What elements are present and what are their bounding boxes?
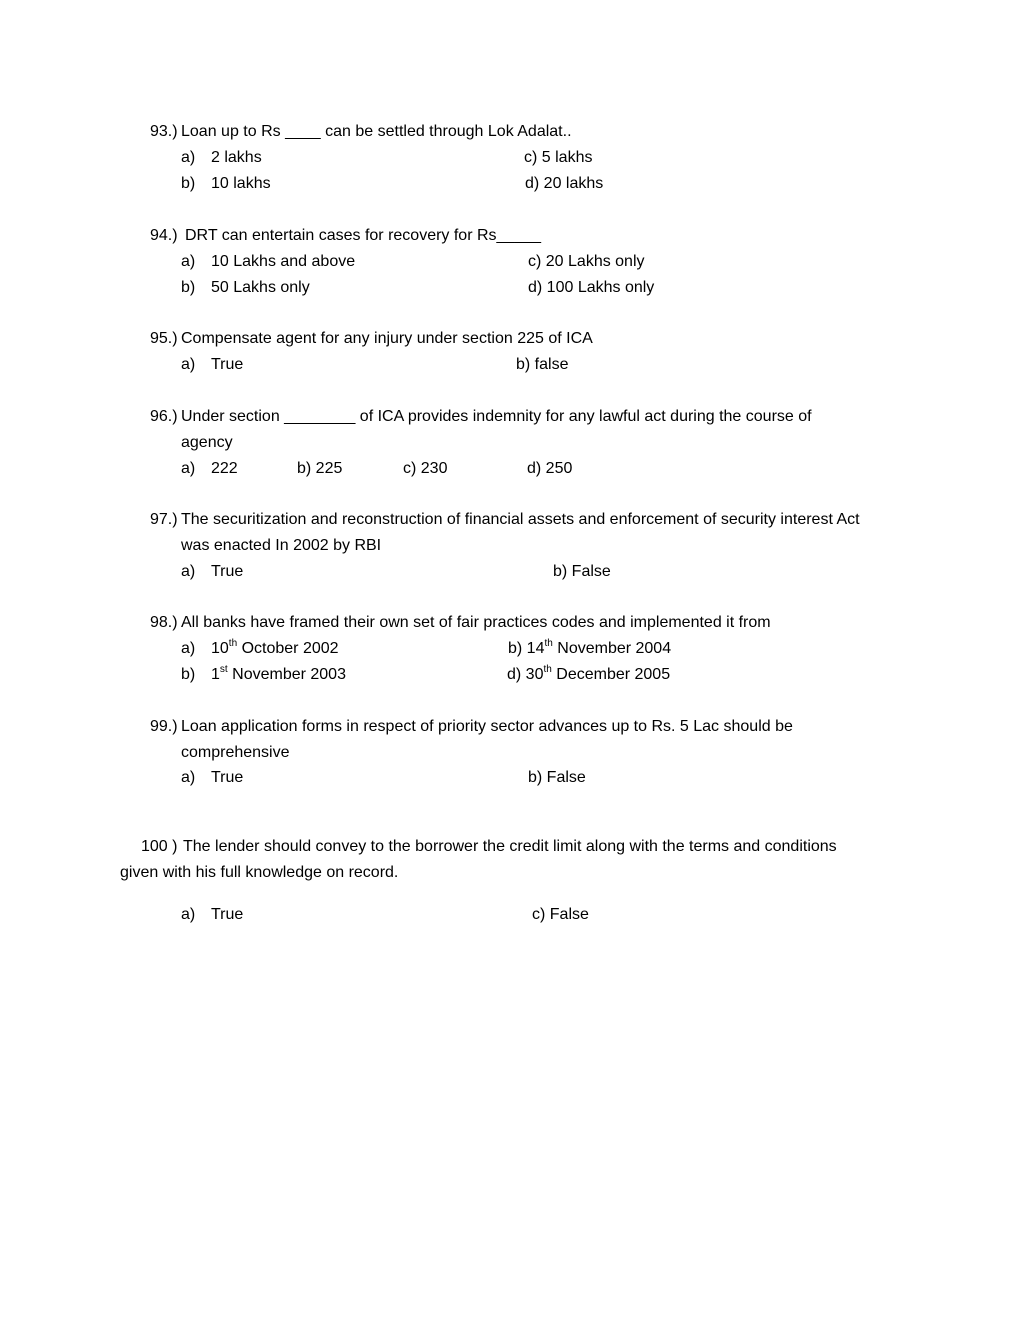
question-text: All banks have framed their own set of fair practices codes and implemented it from <box>181 614 771 631</box>
option-d: d) 250 <box>527 460 573 477</box>
option-b-right: b) 14th November 2004 <box>508 638 672 657</box>
option-letter: b) <box>181 666 196 683</box>
question-number: 100 ) <box>141 838 178 855</box>
option-letter: b) <box>181 175 196 192</box>
option-letter: a) <box>181 460 196 477</box>
option-letter: b) <box>181 279 196 296</box>
option-d: d) 20 lakhs <box>525 175 604 192</box>
option-a: True <box>211 769 244 786</box>
question-number: 95.) <box>150 330 178 347</box>
option-letter: a) <box>181 906 196 923</box>
option-d: d) 30th December 2005 <box>507 664 671 683</box>
question-number: 98.) <box>150 614 178 631</box>
question-text-line2: agency <box>181 434 233 451</box>
option-a: 10th October 2002 <box>211 638 339 657</box>
option-c: c) 230 <box>403 460 448 477</box>
option-c: c) 20 Lakhs only <box>528 253 645 270</box>
option-a: 10 Lakhs and above <box>211 253 356 270</box>
question-text: Compensate agent for any injury under section 225 of ICA <box>181 330 593 347</box>
question-text: DRT can entertain cases for recovery for Rs_____ <box>185 227 542 244</box>
option-a: True <box>211 356 244 373</box>
question-number: 93.) <box>150 123 178 140</box>
question-number: 99.) <box>150 718 178 735</box>
option-b: b) 225 <box>297 460 343 477</box>
question-text-line2: comprehensive <box>181 744 290 761</box>
option-c: c) False <box>532 906 589 923</box>
question-text-line1: The securitization and reconstruction of financial assets and enforcement of security interest Act <box>181 511 860 528</box>
question-text-line2: given with his full knowledge on record. <box>120 864 399 881</box>
option-d: d) 100 Lakhs only <box>528 279 655 296</box>
question-number: 97.) <box>150 511 178 528</box>
option-a: True <box>211 906 244 923</box>
option-a: True <box>211 563 244 580</box>
question-text-line1: Under section ________ of ICA provides indemnity for any lawful act during the course of <box>181 408 812 425</box>
option-letter: a) <box>181 356 196 373</box>
option-letter: a) <box>181 769 196 786</box>
option-letter: a) <box>181 563 196 580</box>
option-b: b) False <box>553 563 611 580</box>
question-text-line1: Loan application forms in respect of priority sector advances up to Rs. 5 Lac should be <box>181 718 793 735</box>
option-b: b) false <box>516 356 569 373</box>
option-letter: a) <box>181 149 196 166</box>
question-text-line2: was enacted In 2002 by RBI <box>181 537 382 554</box>
question-text: Loan up to Rs ____ can be settled through Lok Adalat.. <box>181 123 572 140</box>
option-letter: a) <box>181 640 196 657</box>
question-number: 96.) <box>150 408 178 425</box>
option-a: 222 <box>211 460 238 477</box>
option-c: c) 5 lakhs <box>524 149 593 166</box>
option-a: 2 lakhs <box>211 149 262 166</box>
option-b: b) False <box>528 769 586 786</box>
option-b: 50 Lakhs only <box>211 279 310 296</box>
question-text-line1: The lender should convey to the borrower the credit limit along with the terms and conditions <box>183 838 837 855</box>
option-letter: a) <box>181 253 196 270</box>
question-number: 94.) <box>150 227 178 244</box>
option-b: 10 lakhs <box>211 175 271 192</box>
option-b: 1st November 2003 <box>211 664 346 683</box>
